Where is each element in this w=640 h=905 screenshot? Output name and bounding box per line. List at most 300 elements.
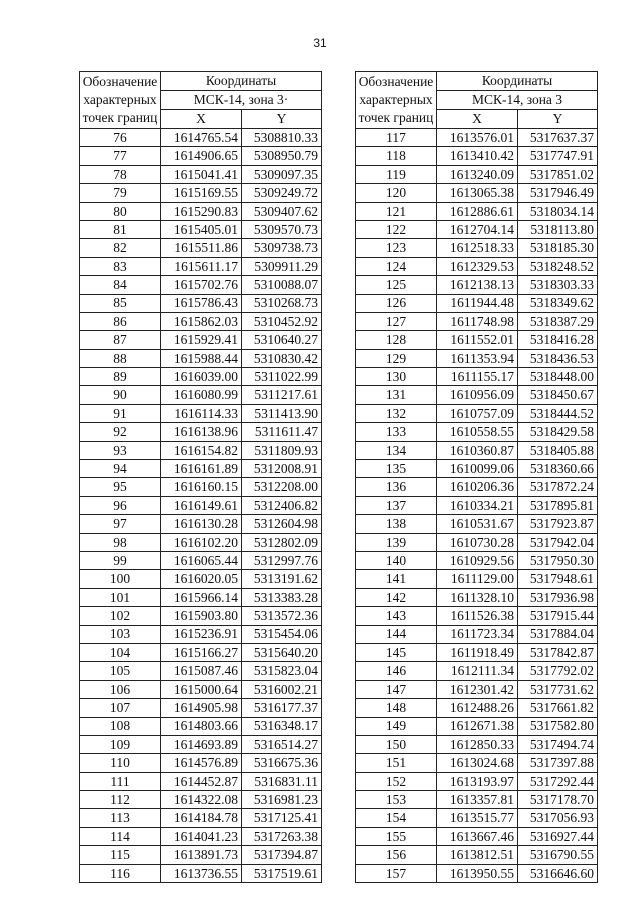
point-number-cell: 85 <box>80 294 161 312</box>
table-row <box>356 680 598 698</box>
point-number-cell: 156 <box>356 846 437 864</box>
point-number-cell: 109 <box>80 735 161 753</box>
page-number: 31 <box>313 36 327 50</box>
point-number-cell: 143 <box>356 607 437 625</box>
table-row <box>356 184 598 202</box>
x-coordinate-cell: 1612850.33 <box>437 735 518 753</box>
table-row <box>80 735 322 753</box>
point-number-cell: 123 <box>356 239 437 257</box>
point-number-cell: 119 <box>356 165 437 183</box>
x-coordinate-cell: 1615290.83 <box>161 202 242 220</box>
point-number-cell: 128 <box>356 331 437 349</box>
x-coordinate-cell: 1611918.49 <box>437 643 518 661</box>
y-coordinate-cell: 5317178.70 <box>518 791 598 809</box>
y-coordinate-cell: 5317263.38 <box>242 827 322 845</box>
table-row <box>356 349 598 367</box>
x-coordinate-cell: 1615236.91 <box>161 625 242 643</box>
point-number-cell: 83 <box>80 257 161 275</box>
point-number-cell: 103 <box>80 625 161 643</box>
point-label-line: точек границ <box>82 110 158 125</box>
y-coordinate-cell: 5313191.62 <box>242 570 322 588</box>
y-coordinate-cell: 5308810.33 <box>242 129 322 147</box>
x-coordinate-cell: 1615786.43 <box>161 294 242 312</box>
y-coordinate-cell: 5316831.11 <box>242 772 322 790</box>
point-number-cell: 146 <box>356 662 437 680</box>
table-row <box>80 662 322 680</box>
coords-subtitle: МСК-14, зона 3 <box>437 91 598 110</box>
table-row <box>80 404 322 422</box>
x-coordinate-cell: 1616154.82 <box>161 441 242 459</box>
point-number-cell: 104 <box>80 643 161 661</box>
point-number-cell: 114 <box>80 827 161 845</box>
table-row <box>80 680 322 698</box>
y-coordinate-cell: 5317292.44 <box>518 772 598 790</box>
point-number-cell: 99 <box>80 551 161 569</box>
y-coordinate-cell: 5312008.91 <box>242 460 322 478</box>
y-coordinate-cell: 5318185.30 <box>518 239 598 257</box>
point-number-cell: 98 <box>80 533 161 551</box>
y-coordinate-cell: 5316646.60 <box>518 864 598 882</box>
point-label-line: точек границ <box>358 110 434 125</box>
table-row <box>356 791 598 809</box>
y-coordinate-cell: 5318405.88 <box>518 441 598 459</box>
x-coordinate-cell: 1614765.54 <box>161 129 242 147</box>
y-coordinate-cell: 5317494.74 <box>518 735 598 753</box>
y-coordinate-cell: 5313572.36 <box>242 607 322 625</box>
y-coordinate-cell: 5317923.87 <box>518 515 598 533</box>
x-coordinate-cell: 1614693.89 <box>161 735 242 753</box>
x-coordinate-cell: 1616039.00 <box>161 368 242 386</box>
x-coordinate-cell: 1615988.44 <box>161 349 242 367</box>
y-coordinate-cell: 5318450.67 <box>518 386 598 404</box>
x-coordinate-cell: 1613193.97 <box>437 772 518 790</box>
table-row <box>356 809 598 827</box>
table-row <box>356 165 598 183</box>
x-coordinate-cell: 1615041.41 <box>161 165 242 183</box>
y-coordinate-cell: 5318429.58 <box>518 423 598 441</box>
x-coordinate-cell: 1612886.61 <box>437 202 518 220</box>
y-coordinate-cell: 5309407.62 <box>242 202 322 220</box>
y-coordinate-cell: 5312406.82 <box>242 496 322 514</box>
table-row <box>80 276 322 294</box>
x-coordinate-cell: 1615166.27 <box>161 643 242 661</box>
x-coordinate-cell: 1612704.14 <box>437 220 518 238</box>
x-coordinate-cell: 1616114.33 <box>161 404 242 422</box>
point-number-cell: 137 <box>356 496 437 514</box>
x-coordinate-cell: 1614906.65 <box>161 147 242 165</box>
y-coordinate-cell: 5317125.41 <box>242 809 322 827</box>
point-number-cell: 105 <box>80 662 161 680</box>
table-row <box>80 754 322 772</box>
point-number-cell: 145 <box>356 643 437 661</box>
point-number-cell: 82 <box>80 239 161 257</box>
y-coordinate-cell: 5317582.80 <box>518 717 598 735</box>
x-coordinate-cell: 1611129.00 <box>437 570 518 588</box>
x-coordinate-cell: 1610956.09 <box>437 386 518 404</box>
x-coordinate-cell: 1611353.94 <box>437 349 518 367</box>
table-row <box>80 184 322 202</box>
table-row <box>80 791 322 809</box>
table-row <box>356 129 598 147</box>
table-row <box>80 423 322 441</box>
x-coordinate-cell: 1615702.76 <box>161 276 242 294</box>
point-number-cell: 151 <box>356 754 437 772</box>
point-number-cell: 120 <box>356 184 437 202</box>
table-row <box>356 202 598 220</box>
point-number-cell: 153 <box>356 791 437 809</box>
table-row <box>356 294 598 312</box>
y-coordinate-cell: 5316675.36 <box>242 754 322 772</box>
x-coordinate-cell: 1616130.28 <box>161 515 242 533</box>
x-coordinate-cell: 1613576.01 <box>437 129 518 147</box>
x-coordinate-cell: 1611723.34 <box>437 625 518 643</box>
x-coordinate-cell: 1616065.44 <box>161 551 242 569</box>
point-number-cell: 116 <box>80 864 161 882</box>
point-number-cell: 94 <box>80 460 161 478</box>
x-coordinate-cell: 1613410.42 <box>437 147 518 165</box>
y-coordinate-cell: 5315454.06 <box>242 625 322 643</box>
x-header: X <box>437 110 518 129</box>
x-header: X <box>161 110 242 129</box>
table-row <box>356 533 598 551</box>
y-coordinate-cell: 5317519.61 <box>242 864 322 882</box>
table-row <box>356 754 598 772</box>
y-coordinate-cell: 5317884.04 <box>518 625 598 643</box>
point-number-cell: 77 <box>80 147 161 165</box>
table-row <box>356 588 598 606</box>
x-coordinate-cell: 1615511.86 <box>161 239 242 257</box>
y-coordinate-cell: 5311611.47 <box>242 423 322 441</box>
point-label-line: характерных <box>83 92 157 107</box>
point-number-cell: 108 <box>80 717 161 735</box>
table-row <box>80 515 322 533</box>
y-coordinate-cell: 5318303.33 <box>518 276 598 294</box>
x-coordinate-cell: 1615611.17 <box>161 257 242 275</box>
point-number-cell: 84 <box>80 276 161 294</box>
point-number-cell: 132 <box>356 404 437 422</box>
table-row <box>80 607 322 625</box>
x-coordinate-cell: 1613515.77 <box>437 809 518 827</box>
point-number-cell: 90 <box>80 386 161 404</box>
table-row <box>356 827 598 845</box>
y-coordinate-cell: 5312604.98 <box>242 515 322 533</box>
point-label-line: характерных <box>359 92 433 107</box>
y-coordinate-cell: 5317661.82 <box>518 699 598 717</box>
table-row <box>356 441 598 459</box>
x-coordinate-cell: 1615862.03 <box>161 312 242 330</box>
x-coordinate-cell: 1612301.42 <box>437 680 518 698</box>
point-number-cell: 113 <box>80 809 161 827</box>
table-row <box>356 551 598 569</box>
x-coordinate-cell: 1615000.64 <box>161 680 242 698</box>
y-coordinate-cell: 5317394.87 <box>242 846 322 864</box>
point-number-cell: 117 <box>356 129 437 147</box>
point-number-cell: 91 <box>80 404 161 422</box>
point-number-cell: 106 <box>80 680 161 698</box>
point-number-cell: 129 <box>356 349 437 367</box>
x-coordinate-cell: 1613357.81 <box>437 791 518 809</box>
x-coordinate-cell: 1613891.73 <box>161 846 242 864</box>
y-coordinate-cell: 5318360.66 <box>518 460 598 478</box>
point-number-cell: 126 <box>356 294 437 312</box>
point-number-cell: 144 <box>356 625 437 643</box>
point-number-cell: 150 <box>356 735 437 753</box>
x-coordinate-cell: 1610929.56 <box>437 551 518 569</box>
point-number-cell: 154 <box>356 809 437 827</box>
point-number-cell: 89 <box>80 368 161 386</box>
table-row <box>356 570 598 588</box>
y-coordinate-cell: 5310088.07 <box>242 276 322 294</box>
table-row <box>80 147 322 165</box>
x-coordinate-cell: 1615929.41 <box>161 331 242 349</box>
point-number-cell: 76 <box>80 129 161 147</box>
x-coordinate-cell: 1612518.33 <box>437 239 518 257</box>
point-number-cell: 93 <box>80 441 161 459</box>
point-number-cell: 149 <box>356 717 437 735</box>
table-row <box>80 202 322 220</box>
x-coordinate-cell: 1614184.78 <box>161 809 242 827</box>
x-coordinate-cell: 1612671.38 <box>437 717 518 735</box>
y-coordinate-cell: 5317936.98 <box>518 588 598 606</box>
y-coordinate-cell: 5309570.73 <box>242 220 322 238</box>
x-coordinate-cell: 1614452.87 <box>161 772 242 790</box>
point-number-cell: 142 <box>356 588 437 606</box>
point-number-cell: 141 <box>356 570 437 588</box>
x-coordinate-cell: 1616102.20 <box>161 533 242 551</box>
point-number-cell: 121 <box>356 202 437 220</box>
table-row <box>356 147 598 165</box>
point-number-cell: 87 <box>80 331 161 349</box>
point-number-cell: 80 <box>80 202 161 220</box>
table-row <box>356 404 598 422</box>
coordinates-table-left <box>79 71 322 883</box>
y-coordinate-cell: 5309097.35 <box>242 165 322 183</box>
y-coordinate-cell: 5318248.52 <box>518 257 598 275</box>
point-number-cell: 135 <box>356 460 437 478</box>
table-row <box>80 368 322 386</box>
table-row <box>80 257 322 275</box>
point-number-cell: 97 <box>80 515 161 533</box>
x-coordinate-cell: 1615966.14 <box>161 588 242 606</box>
point-label-line: Обозначение <box>358 74 434 89</box>
table-row <box>80 349 322 367</box>
table-row <box>80 478 322 496</box>
y-coordinate-cell: 5316927.44 <box>518 827 598 845</box>
x-coordinate-cell: 1610334.21 <box>437 496 518 514</box>
y-coordinate-cell: 5316348.17 <box>242 717 322 735</box>
y-coordinate-cell: 5309249.72 <box>242 184 322 202</box>
point-number-cell: 122 <box>356 220 437 238</box>
y-coordinate-cell: 5316177.37 <box>242 699 322 717</box>
table-row <box>80 551 322 569</box>
x-coordinate-cell: 1610757.09 <box>437 404 518 422</box>
table-row <box>356 772 598 790</box>
point-number-cell: 102 <box>80 607 161 625</box>
point-label-header <box>80 72 161 129</box>
y-coordinate-cell: 5313383.28 <box>242 588 322 606</box>
x-coordinate-cell: 1613024.68 <box>437 754 518 772</box>
x-coordinate-cell: 1610531.67 <box>437 515 518 533</box>
point-number-cell: 112 <box>80 791 161 809</box>
x-coordinate-cell: 1615903.80 <box>161 607 242 625</box>
y-coordinate-cell: 5310268.73 <box>242 294 322 312</box>
y-coordinate-cell: 5310830.42 <box>242 349 322 367</box>
y-coordinate-cell: 5318113.80 <box>518 220 598 238</box>
y-coordinate-cell: 5317946.49 <box>518 184 598 202</box>
y-coordinate-cell: 5317842.87 <box>518 643 598 661</box>
point-number-cell: 115 <box>80 846 161 864</box>
y-coordinate-cell: 5317872.24 <box>518 478 598 496</box>
y-coordinate-cell: 5316002.21 <box>242 680 322 698</box>
y-coordinate-cell: 5317895.81 <box>518 496 598 514</box>
y-coordinate-cell: 5318416.28 <box>518 331 598 349</box>
x-coordinate-cell: 1614803.66 <box>161 717 242 735</box>
table-row <box>356 846 598 864</box>
table-row <box>80 312 322 330</box>
x-coordinate-cell: 1611748.98 <box>437 312 518 330</box>
y-coordinate-cell: 5317731.62 <box>518 680 598 698</box>
table-row <box>356 423 598 441</box>
table-row <box>80 864 322 882</box>
point-number-cell: 139 <box>356 533 437 551</box>
y-coordinate-cell: 5310452.92 <box>242 312 322 330</box>
point-number-cell: 111 <box>80 772 161 790</box>
table-row <box>80 386 322 404</box>
x-coordinate-cell: 1616161.89 <box>161 460 242 478</box>
x-coordinate-cell: 1616020.05 <box>161 570 242 588</box>
y-coordinate-cell: 5316790.55 <box>518 846 598 864</box>
table-row <box>356 478 598 496</box>
table-row <box>356 331 598 349</box>
x-coordinate-cell: 1611552.01 <box>437 331 518 349</box>
y-coordinate-cell: 5309911.29 <box>242 257 322 275</box>
table-row <box>356 735 598 753</box>
table-row <box>80 496 322 514</box>
x-coordinate-cell: 1611526.38 <box>437 607 518 625</box>
y-coordinate-cell: 5317792.02 <box>518 662 598 680</box>
x-coordinate-cell: 1612488.26 <box>437 699 518 717</box>
point-number-cell: 136 <box>356 478 437 496</box>
right-table-body <box>356 129 598 883</box>
point-number-cell: 81 <box>80 220 161 238</box>
y-coordinate-cell: 5317915.44 <box>518 607 598 625</box>
y-coordinate-cell: 5311413.90 <box>242 404 322 422</box>
y-coordinate-cell: 5317637.37 <box>518 129 598 147</box>
x-coordinate-cell: 1616149.61 <box>161 496 242 514</box>
table-row <box>356 312 598 330</box>
table-row <box>356 368 598 386</box>
y-coordinate-cell: 5317948.61 <box>518 570 598 588</box>
y-coordinate-cell: 5311217.61 <box>242 386 322 404</box>
x-coordinate-cell: 1610360.87 <box>437 441 518 459</box>
table-row <box>356 496 598 514</box>
point-number-cell: 148 <box>356 699 437 717</box>
x-coordinate-cell: 1614041.23 <box>161 827 242 845</box>
table-row <box>356 864 598 882</box>
table-row <box>356 257 598 275</box>
y-coordinate-cell: 5318349.62 <box>518 294 598 312</box>
table-row <box>356 643 598 661</box>
table-row <box>356 607 598 625</box>
point-number-cell: 131 <box>356 386 437 404</box>
table-row <box>356 386 598 404</box>
point-number-cell: 100 <box>80 570 161 588</box>
y-coordinate-cell: 5318448.00 <box>518 368 598 386</box>
table-row <box>80 570 322 588</box>
y-coordinate-cell: 5311809.93 <box>242 441 322 459</box>
point-number-cell: 88 <box>80 349 161 367</box>
coords-title: Координаты <box>437 72 598 91</box>
y-coordinate-cell: 5312208.00 <box>242 478 322 496</box>
x-coordinate-cell: 1615405.01 <box>161 220 242 238</box>
x-coordinate-cell: 1616138.96 <box>161 423 242 441</box>
point-number-cell: 95 <box>80 478 161 496</box>
x-coordinate-cell: 1613950.55 <box>437 864 518 882</box>
y-coordinate-cell: 5316514.27 <box>242 735 322 753</box>
point-number-cell: 125 <box>356 276 437 294</box>
y-coordinate-cell: 5317397.88 <box>518 754 598 772</box>
x-coordinate-cell: 1611155.17 <box>437 368 518 386</box>
y-coordinate-cell: 5315823.04 <box>242 662 322 680</box>
point-number-cell: 86 <box>80 312 161 330</box>
x-coordinate-cell: 1614322.08 <box>161 791 242 809</box>
point-number-cell: 78 <box>80 165 161 183</box>
table-row <box>356 220 598 238</box>
coords-title: Координаты <box>161 72 322 91</box>
point-number-cell: 140 <box>356 551 437 569</box>
y-coordinate-cell: 5315640.20 <box>242 643 322 661</box>
y-header: Y <box>518 110 598 129</box>
y-coordinate-cell: 5308950.79 <box>242 147 322 165</box>
x-coordinate-cell: 1610206.36 <box>437 478 518 496</box>
table-row <box>356 699 598 717</box>
y-coordinate-cell: 5310640.27 <box>242 331 322 349</box>
table-row <box>80 625 322 643</box>
x-coordinate-cell: 1611944.48 <box>437 294 518 312</box>
x-coordinate-cell: 1614576.89 <box>161 754 242 772</box>
table-row <box>80 294 322 312</box>
y-coordinate-cell: 5318034.14 <box>518 202 598 220</box>
table-row <box>356 276 598 294</box>
y-coordinate-cell: 5312997.76 <box>242 551 322 569</box>
x-coordinate-cell: 1613736.55 <box>161 864 242 882</box>
table-row <box>80 809 322 827</box>
point-number-cell: 96 <box>80 496 161 514</box>
y-coordinate-cell: 5317942.04 <box>518 533 598 551</box>
table-row <box>80 441 322 459</box>
x-coordinate-cell: 1615087.46 <box>161 662 242 680</box>
table-row <box>80 533 322 551</box>
y-coordinate-cell: 5317056.93 <box>518 809 598 827</box>
point-number-cell: 147 <box>356 680 437 698</box>
y-coordinate-cell: 5309738.73 <box>242 239 322 257</box>
x-coordinate-cell: 1612111.34 <box>437 662 518 680</box>
point-number-cell: 157 <box>356 864 437 882</box>
table-row <box>356 662 598 680</box>
y-coordinate-cell: 5316981.23 <box>242 791 322 809</box>
point-number-cell: 124 <box>356 257 437 275</box>
table-row <box>80 239 322 257</box>
y-coordinate-cell: 5317950.30 <box>518 551 598 569</box>
x-coordinate-cell: 1612138.13 <box>437 276 518 294</box>
point-number-cell: 110 <box>80 754 161 772</box>
table-row <box>80 165 322 183</box>
y-coordinate-cell: 5317851.02 <box>518 165 598 183</box>
x-coordinate-cell: 1615169.55 <box>161 184 242 202</box>
point-number-cell: 101 <box>80 588 161 606</box>
x-coordinate-cell: 1616080.99 <box>161 386 242 404</box>
y-coordinate-cell: 5318387.29 <box>518 312 598 330</box>
